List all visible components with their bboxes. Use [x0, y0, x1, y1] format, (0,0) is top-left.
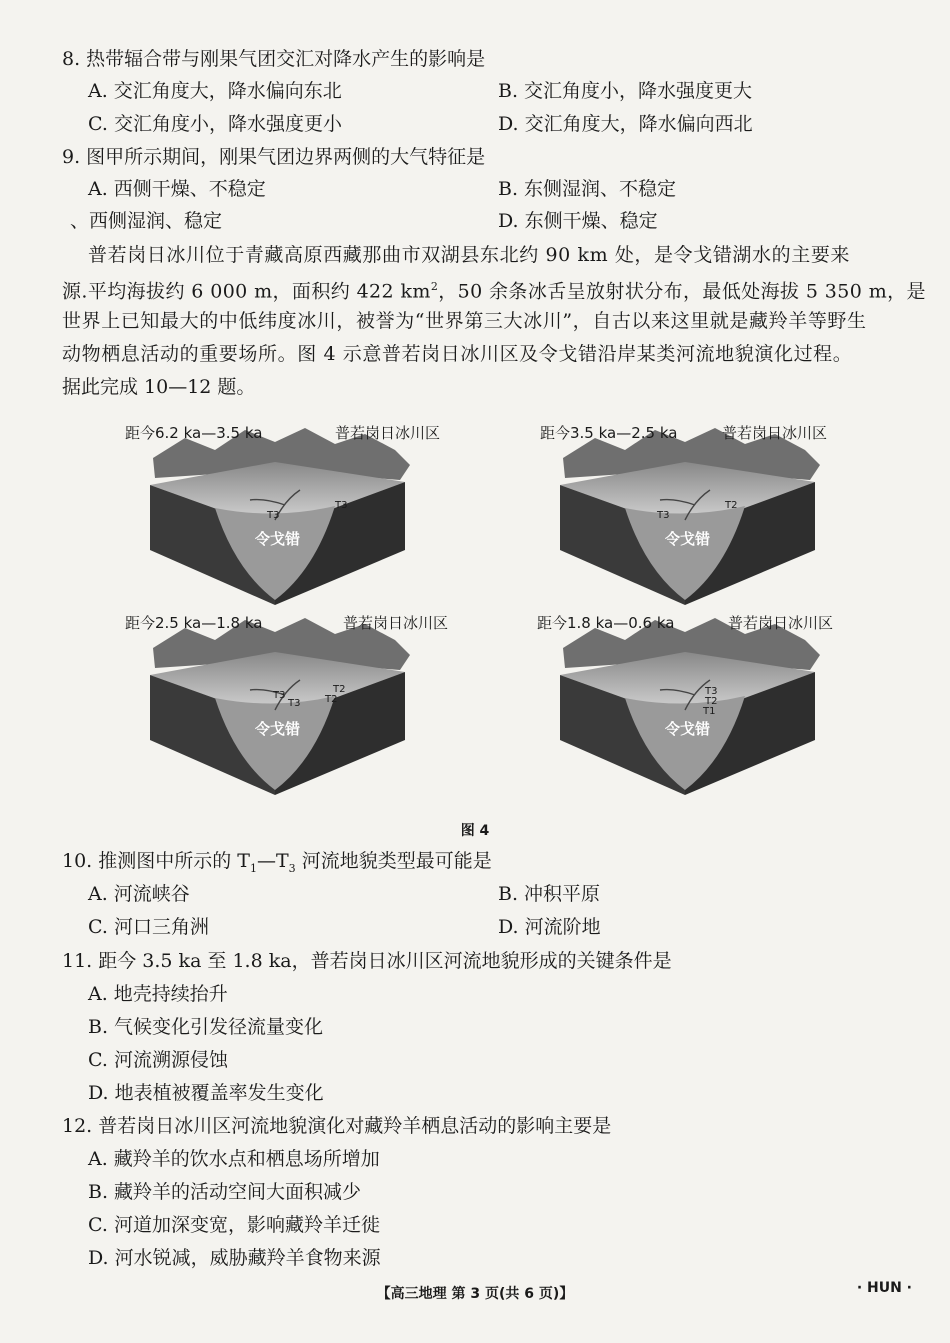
panel-area-label: 普若岗日冰川区	[728, 614, 834, 632]
q10-option-a: A. 河流峡谷	[88, 883, 190, 905]
q10-sub-3: 3	[288, 861, 296, 875]
terrace-label: T3	[335, 500, 348, 511]
figure-caption: 图 4	[460, 823, 490, 839]
q10-stem-c: 河流地貌类型最可能是	[295, 850, 492, 872]
q10-option-c: C. 河口三角洲	[88, 916, 209, 938]
panel-area-label: 普若岗日冰川区	[335, 424, 441, 442]
terrace-label: T3	[288, 698, 301, 709]
q11-option-d: D. 地表植被覆盖率发生变化	[88, 1082, 324, 1104]
q11-stem: 11. 距今 3.5 ka 至 1.8 ka，普若岗日冰川区河流地貌形成的关键条件是	[62, 950, 672, 972]
passage-line-4: 动物栖息活动的重要场所。图 4 示意普若岗日冰川区及令戈错沿岸某类河流地貌演化过程。	[62, 343, 853, 365]
q10-sub-1: 1	[249, 861, 257, 875]
q8-option-c: C. 交汇角度小，降水强度更小	[88, 113, 342, 135]
terrace-label: T2	[325, 694, 338, 705]
terrace-label: T3	[273, 690, 286, 701]
figure-panel	[125, 610, 449, 800]
q8-option-b: B. 交汇角度小，降水强度更大	[498, 80, 753, 102]
passage-line-5: 据此完成 10—12 题。	[62, 376, 256, 398]
q12-option-b: B. 藏羚羊的活动空间大面积减少	[88, 1181, 362, 1203]
lake-label: 令戈错	[255, 530, 301, 548]
lake-label: 令戈错	[255, 720, 301, 738]
lake-label: 令戈错	[665, 530, 711, 548]
q12-stem: 12. 普若岗日冰川区河流地貌演化对藏羚羊栖息活动的影响主要是	[62, 1115, 612, 1137]
passage-line-2a: 源.平均海拔约 6 000 m，面积约 422 km	[62, 280, 431, 303]
block-diagram	[535, 610, 835, 800]
q11-option-b: B. 气候变化引发径流量变化	[88, 1016, 324, 1038]
panel-period-label: 距今2.5 ka—1.8 ka	[125, 614, 263, 632]
q10-stem-a: 10. 推测图中所示的 T	[62, 850, 250, 872]
passage-line-3: 世界上已知最大的中低纬度冰川，被誉为“世界第三大冰川”，自古以来这里就是藏羚羊等野生	[62, 310, 867, 332]
footer-code: · HUN ·	[856, 1280, 912, 1296]
block-diagram	[535, 420, 835, 610]
q9-option-a: A. 西侧干燥、不稳定	[88, 178, 266, 200]
q8-stem: 8. 热带辐合带与刚果气团交汇对降水产生的影响是	[62, 48, 486, 70]
panel-period-label: 距今6.2 ka—3.5 ka	[125, 424, 263, 442]
figure-panel	[535, 420, 835, 610]
q11-option-a: A. 地壳持续抬升	[88, 983, 228, 1005]
terrace-label: T3	[657, 510, 670, 521]
q10-option-d: D. 河流阶地	[498, 916, 601, 938]
q10-option-b: B. 冲积平原	[498, 883, 601, 905]
panel-area-label: 普若岗日冰川区	[722, 424, 828, 442]
q12-option-a: A. 藏羚羊的饮水点和栖息场所增加	[88, 1148, 380, 1170]
terrace-label: T3	[267, 510, 280, 521]
terrace-label: T2	[705, 696, 718, 707]
q8-option-d: D. 交汇角度大，降水偏向西北	[498, 113, 753, 135]
q11-option-c: C. 河流溯源侵蚀	[88, 1049, 228, 1071]
terrace-label: T2	[333, 684, 346, 695]
figure-panel	[125, 420, 441, 610]
panel-period-label: 距今1.8 ka—0.6 ka	[537, 614, 675, 632]
q8-option-a: A. 交汇角度大，降水偏向东北	[88, 80, 342, 102]
passage-line-2b: ，50 余条冰舌呈放射状分布，最低处海拔 5 350 m，是	[438, 280, 926, 303]
q9-option-c: 、西侧湿润、稳定	[70, 210, 223, 232]
panel-area-label: 普若岗日冰川区	[343, 614, 449, 632]
passage-line-2	[62, 274, 926, 304]
lake-label: 令戈错	[665, 720, 711, 738]
terrace-label: T3	[705, 686, 718, 697]
page-footer: 【高三地理 第 3 页(共 6 页)】	[376, 1286, 574, 1302]
panel-period-label: 距今3.5 ka—2.5 ka	[540, 424, 678, 442]
passage-sup: 2	[430, 280, 439, 293]
figure-panel	[535, 610, 835, 800]
q9-option-b: B. 东侧湿润、不稳定	[498, 178, 677, 200]
q10-stem-b: —T	[256, 850, 289, 872]
terrace-label: T2	[725, 500, 738, 511]
terrace-label: T1	[703, 706, 716, 717]
block-diagram	[125, 610, 425, 800]
q12-option-c: C. 河道加深变宽，影响藏羚羊迁徙	[88, 1214, 380, 1236]
q9-option-d: D. 东侧干燥、稳定	[498, 210, 658, 232]
passage-line-1: 普若岗日冰川位于青藏高原西藏那曲市双湖县东北约 90 km 处，是令戈错湖水的主要来	[88, 244, 851, 266]
q10-stem	[62, 848, 492, 882]
q9-stem: 9. 图甲所示期间，刚果气团边界两侧的大气特征是	[62, 146, 486, 168]
q12-option-d: D. 河水锐减，威胁藏羚羊食物来源	[88, 1247, 381, 1269]
